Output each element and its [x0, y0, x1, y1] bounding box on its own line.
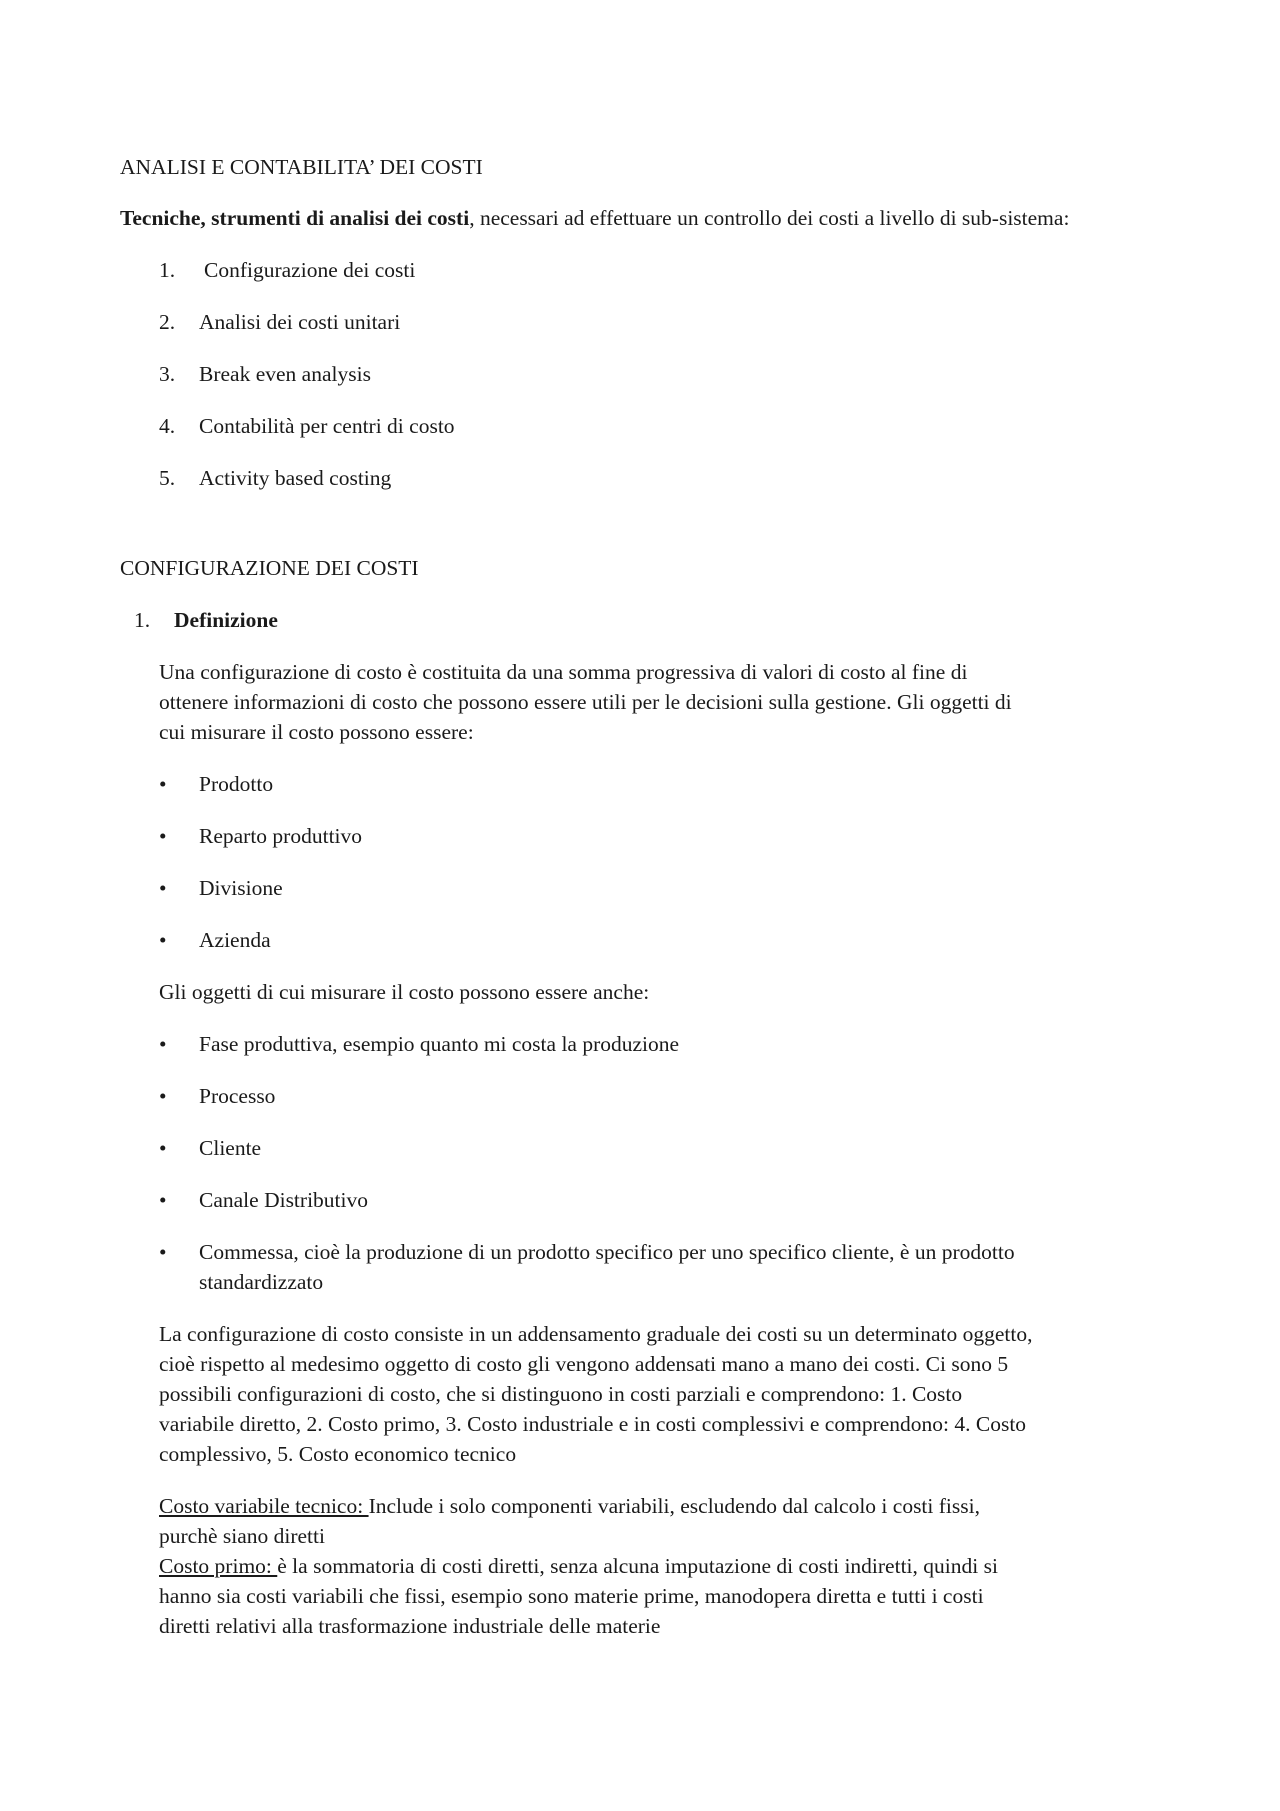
- definition-costo-variabile: [159, 1491, 1160, 1551]
- list-item: [159, 925, 1160, 955]
- list-item: [159, 1237, 1160, 1297]
- list-marker: 2.: [159, 310, 176, 334]
- list-item-text: Commessa, cioè la produzione di un prodotto specifico per uno specifico cliente, è un prodotto standardizzato: [199, 1240, 1015, 1294]
- definition-term: Costo variabile tecnico:: [159, 1494, 369, 1518]
- subheading-marker: 1.: [134, 608, 151, 632]
- bullet-marker: •: [159, 1084, 167, 1108]
- list-item: [159, 359, 1160, 389]
- list-item: [159, 821, 1160, 851]
- intro-paragraph: [120, 203, 1160, 233]
- list-item-text: Break even analysis: [199, 362, 371, 386]
- bullet-marker: •: [159, 876, 167, 900]
- objects-also-list: [120, 1029, 1160, 1297]
- list-item-text: Cliente: [199, 1136, 262, 1160]
- list-item-text: Analisi dei costi unitari: [199, 310, 401, 334]
- list-item: [159, 1029, 1160, 1059]
- definition-costo-primo: [159, 1551, 1160, 1641]
- subheading-text: Definizione: [174, 608, 278, 632]
- list-item: [159, 463, 1160, 493]
- list-item-text: Azienda: [199, 928, 271, 952]
- document-title: ANALISI E CONTABILITA’ DEI COSTI: [120, 155, 483, 179]
- bullet-marker: •: [159, 1032, 167, 1056]
- tools-list: [120, 255, 1160, 493]
- list-marker: 5.: [159, 466, 176, 490]
- bullet-marker: •: [159, 1240, 167, 1264]
- section-title: CONFIGURAZIONE DEI COSTI: [120, 556, 419, 580]
- list-item-text: Processo: [199, 1084, 276, 1108]
- intro-rest-text: , necessari ad effettuare un controllo dei costi a livello di sub-sistema:: [469, 206, 1070, 230]
- bullet-marker: •: [159, 1188, 167, 1212]
- list-item: [159, 1185, 1160, 1215]
- configuration-paragraph: La configurazione di costo consiste in un addensamento graduale dei costi su un determinato oggetto, cioè rispetto al medesimo oggetto di costo gli vengono addensati mano a mano dei costi. Ci sono 5 possibili configurazioni di costo, che si distinguono in costi parziali e comprendono: 1. Costo variabile diretto, 2. Costo primo, 3. Costo industriale e in costi complessivi e comprendono: 4. Costo complessivo, 5. Costo economico tecnico: [159, 1322, 1033, 1466]
- list-item: [159, 873, 1160, 903]
- definition-text: è la sommatoria di costi diretti, senza alcuna imputazione di costi indiretti, quindi si hanno sia costi variabili che fissi, esempio sono materie prime, manodopera diretta e tutti i costi diretti relativi alla trasformazione industriale delle materie: [159, 1554, 998, 1638]
- list-item-text: Fase produttiva, esempio quanto mi costa la produzione: [199, 1032, 680, 1056]
- objects-also-paragraph: Gli oggetti di cui misurare il costo possono essere anche:: [159, 980, 650, 1004]
- list-item: [159, 411, 1160, 441]
- list-item-text: Prodotto: [199, 772, 274, 796]
- list-item: [159, 1081, 1160, 1111]
- intro-bold-text: Tecniche, strumenti di analisi dei costi: [120, 206, 470, 230]
- definition-paragraph: Una configurazione di costo è costituita da una somma progressiva di valori di costo al fine di ottenere informazioni di costo che possono essere utili per le decisioni sulla gestione. Gli oggetti di cui misurare il costo possono essere:: [159, 660, 1012, 744]
- list-marker: 3.: [159, 362, 176, 386]
- definition-term: Costo primo:: [159, 1554, 278, 1578]
- definition-text: Include i solo componenti variabili, escludendo dal calcolo i costi fissi, purchè siano diretti: [159, 1494, 980, 1548]
- list-item-text: Canale Distributivo: [199, 1188, 368, 1212]
- list-item-text: Reparto produttivo: [199, 824, 363, 848]
- objects-list: [120, 769, 1160, 955]
- list-item: [159, 1133, 1160, 1163]
- list-item: [159, 255, 1160, 285]
- bullet-marker: •: [159, 824, 167, 848]
- list-item: [159, 769, 1160, 799]
- bullet-marker: •: [159, 772, 167, 796]
- subheading: [120, 605, 1160, 635]
- objects-also-section: [120, 977, 1160, 1007]
- definition-section: [120, 657, 1160, 747]
- configuration-section: [120, 1319, 1160, 1641]
- bullet-marker: •: [159, 928, 167, 952]
- bullet-marker: •: [159, 1136, 167, 1160]
- list-item: [159, 307, 1160, 337]
- list-item-text: Configurazione dei costi: [204, 258, 416, 282]
- list-item-text: Divisione: [199, 876, 283, 900]
- list-item-text: Activity based costing: [199, 466, 392, 490]
- list-marker: 4.: [159, 414, 176, 438]
- list-item-text: Contabilità per centri di costo: [199, 414, 455, 438]
- list-marker: 1.: [159, 258, 176, 282]
